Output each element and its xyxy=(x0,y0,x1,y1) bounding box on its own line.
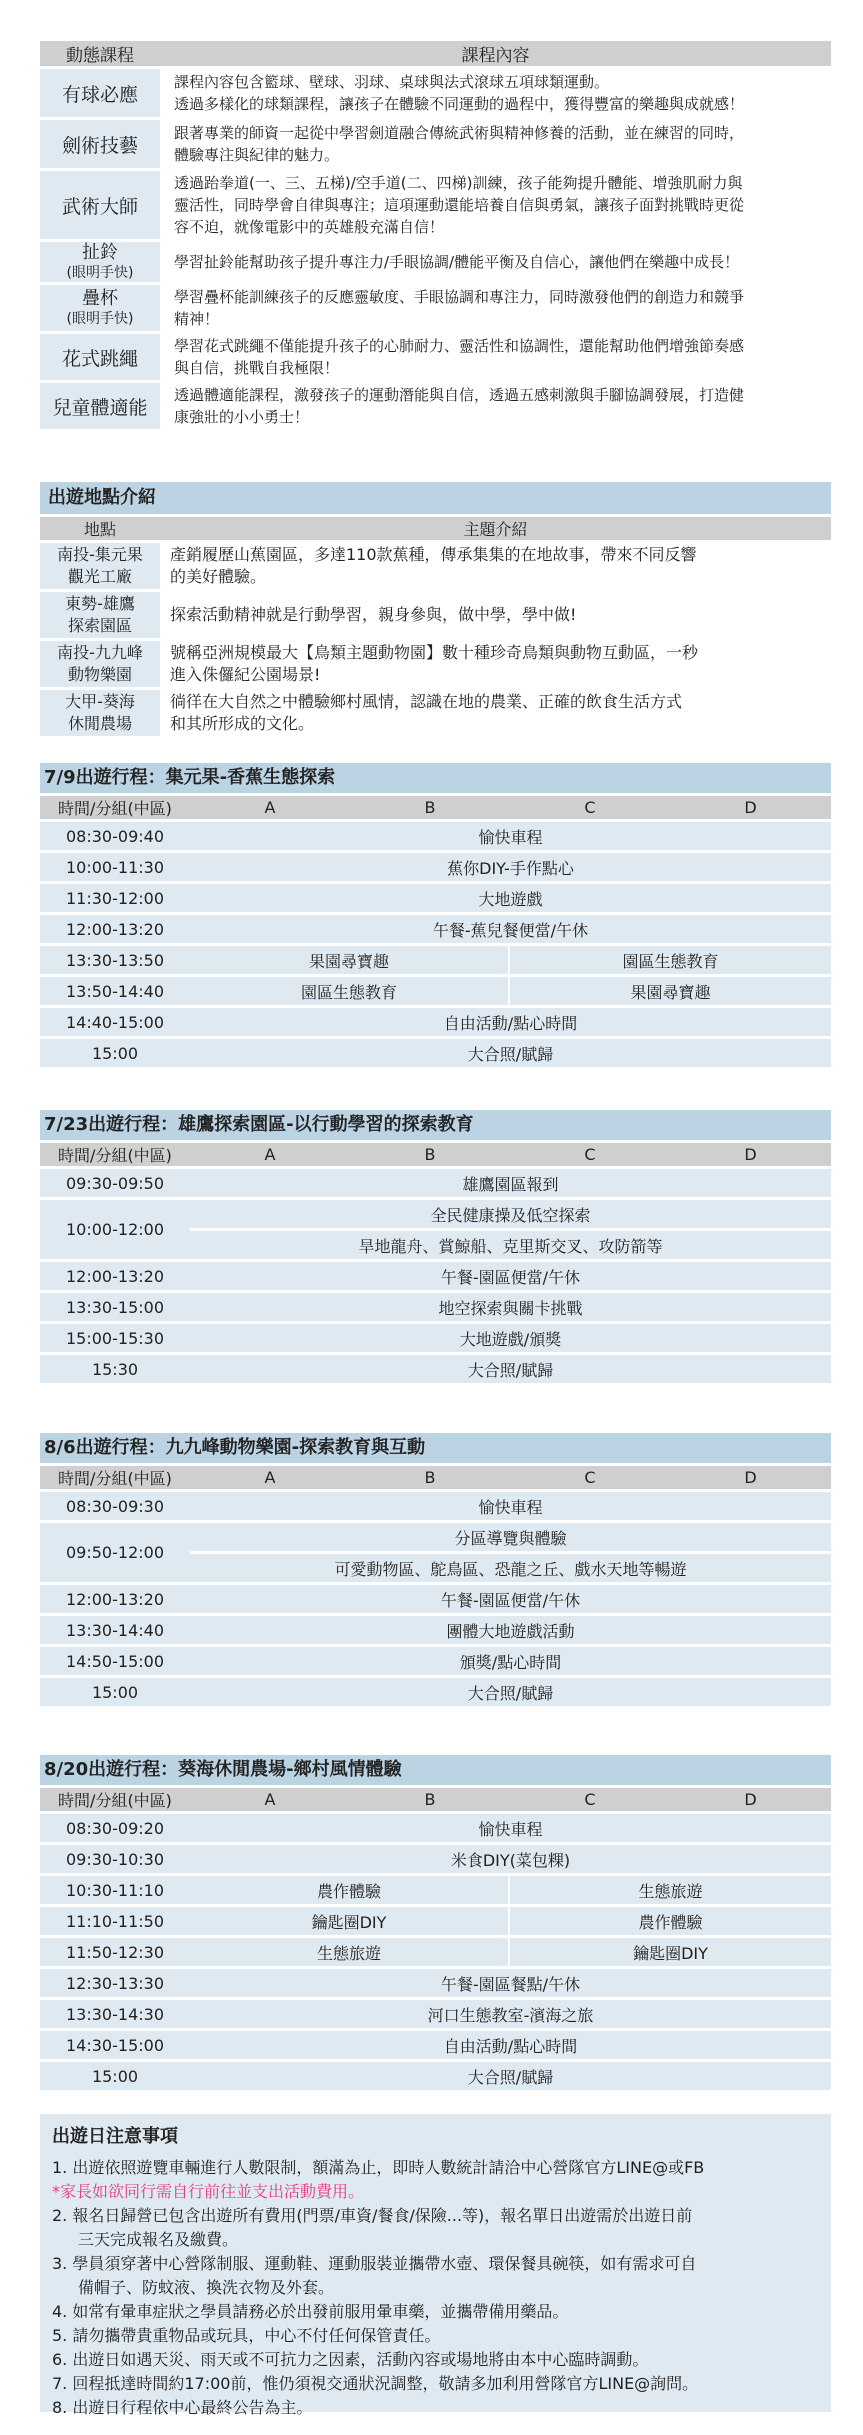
course-name-cell xyxy=(40,242,160,282)
location-desc-line: 探索活動精神就是行動學習，親身參與，做中學，學中做! xyxy=(170,605,577,624)
course-header-content: 課程內容 xyxy=(160,41,831,66)
schedule-header-group: D xyxy=(670,1788,831,1811)
schedule-activity: 自由活動/點心時間 xyxy=(190,1008,831,1036)
course-desc-line: 與自信，挑戰自我極限！ xyxy=(174,359,340,377)
schedule-time: 09:30-10:30 xyxy=(40,1845,190,1873)
schedule-row xyxy=(40,1200,831,1228)
course-name: 劍術技藝 xyxy=(61,134,138,157)
note-item: 7. 回程抵達時間約17:00前，惟仍須視交通狀況調整，敬請多加利用營隊官方LINE@詢問。 xyxy=(52,2374,699,2393)
course-desc-cell xyxy=(160,383,831,429)
location-name-cell xyxy=(40,592,160,638)
location-desc-line: 產銷履歷山蕉園區，多達110款蕉種，傳承集集的在地故事，帶來不同反響 xyxy=(170,545,697,564)
course-desc-line: 體驗專注與紀律的魅力。 xyxy=(174,146,340,164)
location-desc-cell xyxy=(160,690,831,736)
schedule-header-time: 時間/分組(中區) xyxy=(40,1466,190,1489)
course-row xyxy=(40,171,831,239)
course-name: 疊杯 xyxy=(82,288,118,309)
location-name-line: 大甲-葵海 xyxy=(65,692,135,711)
schedule-row xyxy=(40,1039,831,1067)
schedule-activity-detail: 旱地龍舟、賞鯨船、克里斯交叉、攻防箭等 xyxy=(190,1231,831,1259)
schedule-time: 08:30-09:30 xyxy=(40,1492,190,1520)
schedule-row xyxy=(40,1523,831,1551)
schedule-activity-ab: 園區生態教育 xyxy=(190,977,510,1005)
schedule-time: 14:30-15:00 xyxy=(40,2031,190,2059)
course-name-sub: (眼明手快) xyxy=(66,265,134,281)
schedule-row xyxy=(40,1938,831,1966)
course-desc-line: 透過跆拳道(一、三、五梯)/空手道(二、四梯)訓練，孩子能夠提升體能、增強肌耐力與 xyxy=(174,174,743,192)
course-name: 有球必應 xyxy=(61,83,138,106)
location-desc-line: 進入侏儸紀公園場景! xyxy=(170,665,321,684)
schedule-table xyxy=(40,1785,831,2093)
schedule-row xyxy=(40,853,831,881)
course-header-category: 動態課程 xyxy=(40,41,160,66)
location-row xyxy=(40,690,831,736)
schedule-time: 15:00 xyxy=(40,1678,190,1706)
schedule-header-group: A xyxy=(190,796,350,819)
schedule-header xyxy=(40,796,831,819)
schedule-time: 12:00-13:20 xyxy=(40,915,190,943)
location-desc-line: 和其所形成的文化。 xyxy=(170,714,315,733)
course-desc-cell xyxy=(160,120,831,168)
course-desc-line: 學習疊杯能訓練孩子的反應靈敏度、手眼協調和專注力，同時激發他們的創造力和競爭 xyxy=(174,288,745,306)
location-header-place: 地點 xyxy=(40,517,160,540)
location-name-cell xyxy=(40,641,160,687)
schedule-activity: 大地遊戲/頒獎 xyxy=(190,1324,831,1352)
schedule-header-group: C xyxy=(510,1143,670,1166)
schedule-header-group: D xyxy=(670,796,831,819)
schedule-row xyxy=(40,1262,831,1290)
note-item: 3. 學員須穿著中心營隊制服、運動鞋、運動服裝並攜帶水壺、環保餐具碗筷，如有需求可自 xyxy=(52,2254,697,2273)
day-title: 8/6出遊行程：九九峰動物樂園-探索教育與互動 xyxy=(40,1433,831,1463)
schedule-activity: 頒獎/點心時間 xyxy=(190,1647,831,1675)
schedule-header-group: C xyxy=(510,796,670,819)
schedule-row xyxy=(40,1169,831,1197)
location-name-line: 觀光工廠 xyxy=(67,567,132,586)
note-item: 4. 如常有暈車症狀之學員請務必於出發前服用暈車藥，並攜帶備用藥品。 xyxy=(52,2302,569,2321)
schedule-time: 13:30-13:50 xyxy=(40,946,190,974)
schedule-activity: 蕉你DIY-手作點心 xyxy=(190,853,831,881)
schedule-header-group: D xyxy=(670,1143,831,1166)
schedule-activity: 愉快車程 xyxy=(190,1492,831,1520)
schedule-row xyxy=(40,1647,831,1675)
schedule-header xyxy=(40,1143,831,1166)
course-row xyxy=(40,334,831,380)
schedule-row xyxy=(40,977,831,1005)
schedule-time: 10:00-12:00 xyxy=(40,1200,190,1259)
course-name-cell xyxy=(40,120,160,168)
schedule-row xyxy=(40,1876,831,1904)
location-name-line: 動物樂園 xyxy=(67,665,132,684)
location-name-line: 休閒農場 xyxy=(67,714,132,733)
schedule-header-group: B xyxy=(350,796,510,819)
schedule-header-group: A xyxy=(190,1788,350,1811)
schedule-activity: 大合照/賦歸 xyxy=(190,1678,831,1706)
note-item: 5. 請勿攜帶貴重物品或玩具，中心不付任何保管責任。 xyxy=(52,2326,441,2345)
course-desc-line: 跟著專業的師資一起從中學習劍道融合傳統武術與精神修養的活動，並在練習的同時， xyxy=(174,124,745,142)
note-item: *家長如欲同行需自行前往並支出活動費用。 xyxy=(52,2182,365,2201)
schedule-row xyxy=(40,1969,831,1997)
schedule-row xyxy=(40,1616,831,1644)
location-desc-cell xyxy=(160,641,831,687)
schedule-row xyxy=(40,2000,831,2028)
schedule-row xyxy=(40,1678,831,1706)
location-desc-cell xyxy=(160,592,831,638)
schedule-activity: 雄鷹園區報到 xyxy=(190,1169,831,1197)
schedule-row xyxy=(40,1324,831,1352)
schedule-time: 13:30-14:40 xyxy=(40,1616,190,1644)
course-row xyxy=(40,69,831,117)
schedule-time: 15:00 xyxy=(40,1039,190,1067)
schedule-activity-ab: 鑰匙圈DIY xyxy=(190,1907,510,1935)
day-title: 8/20出遊行程：葵海休閒農場-鄉村風情體驗 xyxy=(40,1755,831,1785)
note-item: 2. 報名日歸營已包含出遊所有費用(門票/車資/餐食/保險...等)，報名單日出遊需於出遊日前 xyxy=(52,2206,693,2225)
locations-title: 出遊地點介紹 xyxy=(40,482,831,514)
schedule-activity: 分區導覽與體驗 xyxy=(190,1523,831,1551)
location-name-line: 南投-九九峰 xyxy=(57,643,143,662)
schedule-activity: 大合照/賦歸 xyxy=(190,2062,831,2090)
schedule-row xyxy=(40,884,831,912)
location-row xyxy=(40,592,831,638)
schedule-activity-detail: 可愛動物區、鴕鳥區、恐龍之丘、戲水天地等暢遊 xyxy=(190,1554,831,1582)
day-title: 7/9出遊行程：集元果-香蕉生態探索 xyxy=(40,763,831,793)
location-name-cell xyxy=(40,690,160,736)
schedule-activity: 自由活動/點心時間 xyxy=(190,2031,831,2059)
schedule-header-time: 時間/分組(中區) xyxy=(40,1788,190,1811)
schedule-time: 10:00-11:30 xyxy=(40,853,190,881)
course-name-sub: (眼明手快) xyxy=(66,311,134,327)
course-desc-cell xyxy=(160,171,831,239)
course-row xyxy=(40,242,831,282)
course-desc-line: 學習扯鈴能幫助孩子提升專注力/手眼協調/體能平衡及自信心，讓他們在樂趣中成長！ xyxy=(174,253,740,271)
schedule-header xyxy=(40,1466,831,1489)
location-table xyxy=(40,514,831,739)
schedule-time: 10:30-11:10 xyxy=(40,1876,190,1904)
schedule-activity: 午餐-園區餐點/午休 xyxy=(190,1969,831,1997)
schedule-row xyxy=(40,1492,831,1520)
notes-section xyxy=(40,2114,831,2417)
schedule-activity: 愉快車程 xyxy=(190,822,831,850)
schedule-activity: 午餐-蕉兒餐便當/午休 xyxy=(190,915,831,943)
schedule-row xyxy=(40,1293,831,1321)
schedule-activity-ab: 果園尋寶趣 xyxy=(190,946,510,974)
schedule-header xyxy=(40,1788,831,1811)
schedule-header-group: B xyxy=(350,1143,510,1166)
course-name: 花式跳繩 xyxy=(61,347,138,370)
note-item: 1. 出遊依照遊覽車輛進行人數限制，額滿為止，即時人數統計請洽中心營隊官方LINE@或FB xyxy=(52,2158,705,2177)
schedule-time: 11:50-12:30 xyxy=(40,1938,190,1966)
course-desc-cell xyxy=(160,69,831,117)
course-desc-line: 容不迫，就像電影中的英雄般充滿自信！ xyxy=(174,218,445,236)
course-desc-line: 學習花式跳繩不僅能提升孩子的心肺耐力、靈活性和協調性，還能幫助他們增強節奏感 xyxy=(174,337,745,355)
course-table-header xyxy=(40,41,831,66)
day-title: 7/23出遊行程：雄鷹探索園區-以行動學習的探索教育 xyxy=(40,1110,831,1140)
schedule-row xyxy=(40,1814,831,1842)
note-item: 6. 出遊日如遇天災、雨天或不可抗力之因素，活動內容或場地將由本中心臨時調動。 xyxy=(52,2350,649,2369)
location-header-theme: 主題介紹 xyxy=(160,517,831,540)
schedule-header-group: A xyxy=(190,1466,350,1489)
course-desc-cell xyxy=(160,285,831,331)
schedule-table xyxy=(40,793,831,1070)
schedule-activity: 米食DIY(菜包粿) xyxy=(190,1845,831,1873)
schedule-table xyxy=(40,1140,831,1386)
schedule-time: 14:50-15:00 xyxy=(40,1647,190,1675)
schedule-activity: 大合照/賦歸 xyxy=(190,1039,831,1067)
schedule-activity-cd: 鑰匙圈DIY xyxy=(510,1938,831,1966)
schedule-header-group: C xyxy=(510,1466,670,1489)
note-item: 三天完成報名及繳費。 xyxy=(78,2230,239,2249)
schedule-activity-ab: 生態旅遊 xyxy=(190,1938,510,1966)
location-table-header xyxy=(40,517,831,540)
course-desc-line: 透過體適能課程，激發孩子的運動潛能與自信，透過五感刺激與手腳協調發展，打造健 xyxy=(174,386,745,404)
schedule-time: 13:30-14:30 xyxy=(40,2000,190,2028)
note-item: 8. 出遊日行程依中心最終公告為主。 xyxy=(52,2398,313,2417)
schedule-activity: 河口生態教室-濱海之旅 xyxy=(190,2000,831,2028)
schedule-activity-cd: 果園尋寶趣 xyxy=(510,977,831,1005)
schedule-time: 08:30-09:40 xyxy=(40,822,190,850)
schedule-header-group: B xyxy=(350,1466,510,1489)
schedule-time: 09:30-09:50 xyxy=(40,1169,190,1197)
schedule-time: 12:00-13:20 xyxy=(40,1585,190,1613)
course-name-cell xyxy=(40,171,160,239)
location-name-cell xyxy=(40,543,160,589)
schedule-time: 13:50-14:40 xyxy=(40,977,190,1005)
course-row xyxy=(40,120,831,168)
notes-list xyxy=(52,2156,817,2420)
course-row xyxy=(40,383,831,429)
course-name: 扯鈴 xyxy=(82,242,118,263)
schedule-time: 13:30-15:00 xyxy=(40,1293,190,1321)
schedule-header-group: B xyxy=(350,1788,510,1811)
course-name-cell xyxy=(40,285,160,331)
schedule-row xyxy=(40,1008,831,1036)
location-desc-line: 的美好體驗。 xyxy=(170,567,267,586)
course-table xyxy=(40,38,831,432)
course-name-cell xyxy=(40,69,160,117)
course-name: 兒童體適能 xyxy=(52,396,148,419)
course-name: 武術大師 xyxy=(61,195,138,218)
schedule-time: 12:30-13:30 xyxy=(40,1969,190,1997)
schedule-activity: 午餐-園區便當/午休 xyxy=(190,1585,831,1613)
course-desc-line: 透過多樣化的球類課程，讓孩子在體驗不同運動的過程中，獲得豐富的樂趣與成就感！ xyxy=(174,95,745,113)
schedule-row xyxy=(40,1907,831,1935)
course-desc-line: 精神！ xyxy=(174,310,220,328)
schedule-row xyxy=(40,2062,831,2090)
schedule-row xyxy=(40,2031,831,2059)
schedule-activity: 大地遊戲 xyxy=(190,884,831,912)
location-desc-line: 徜徉在大自然之中體驗鄉村風情，認識在地的農業、正確的飲食生活方式 xyxy=(170,692,683,711)
location-row xyxy=(40,641,831,687)
schedule-row xyxy=(40,822,831,850)
schedule-time: 15:30 xyxy=(40,1355,190,1383)
schedule-row xyxy=(40,1845,831,1873)
schedule-activity: 地空探索與關卡挑戰 xyxy=(190,1293,831,1321)
schedule-activity-cd: 農作體驗 xyxy=(510,1907,831,1935)
course-desc-cell xyxy=(160,334,831,380)
course-desc-line: 康強壯的小小勇士！ xyxy=(174,408,310,426)
location-name-line: 探索園區 xyxy=(67,616,132,635)
location-name-line: 南投-集元果 xyxy=(57,545,143,564)
schedule-time: 11:10-11:50 xyxy=(40,1907,190,1935)
notes-title: 出遊日注意事項 xyxy=(52,2126,178,2147)
schedule-time: 11:30-12:00 xyxy=(40,884,190,912)
location-desc-cell xyxy=(160,543,831,589)
schedule-activity: 團體大地遊戲活動 xyxy=(190,1616,831,1644)
schedule-time: 15:00-15:30 xyxy=(40,1324,190,1352)
schedule-header-time: 時間/分組(中區) xyxy=(40,1143,190,1166)
course-name-cell xyxy=(40,383,160,429)
location-row xyxy=(40,543,831,589)
schedule-header-group: C xyxy=(510,1788,670,1811)
schedule-activity: 午餐-園區便當/午休 xyxy=(190,1262,831,1290)
schedule-activity: 大合照/賦歸 xyxy=(190,1355,831,1383)
schedule-row xyxy=(40,915,831,943)
schedule-time: 09:50-12:00 xyxy=(40,1523,190,1582)
schedule-time: 12:00-13:20 xyxy=(40,1262,190,1290)
schedule-activity-cd: 園區生態教育 xyxy=(510,946,831,974)
schedule-activity: 全民健康操及低空探索 xyxy=(190,1200,831,1228)
course-desc-cell xyxy=(160,242,831,282)
schedule-time: 08:30-09:20 xyxy=(40,1814,190,1842)
schedule-table xyxy=(40,1463,831,1709)
schedule-time: 15:00 xyxy=(40,2062,190,2090)
location-name-line: 東勢-雄鷹 xyxy=(65,594,135,613)
schedule-time: 14:40-15:00 xyxy=(40,1008,190,1036)
course-name-cell xyxy=(40,334,160,380)
schedule-activity-ab: 農作體驗 xyxy=(190,1876,510,1904)
schedule-activity-cd: 生態旅遊 xyxy=(510,1876,831,1904)
course-desc-line: 課程內容包含籃球、壁球、羽球、桌球與法式滾球五項球類運動。 xyxy=(174,73,610,91)
schedule-activity: 愉快車程 xyxy=(190,1814,831,1842)
schedule-row xyxy=(40,946,831,974)
location-desc-line: 號稱亞洲規模最大【鳥類主題動物園】數十種珍奇鳥類與動物互動區，一秒 xyxy=(170,643,699,662)
schedule-row xyxy=(40,1355,831,1383)
note-item: 備帽子、防蚊液、換洗衣物及外套。 xyxy=(78,2278,335,2297)
course-row xyxy=(40,285,831,331)
schedule-header-group: D xyxy=(670,1466,831,1489)
schedule-header-time: 時間/分組(中區) xyxy=(40,796,190,819)
schedule-row xyxy=(40,1585,831,1613)
schedule-header-group: A xyxy=(190,1143,350,1166)
course-desc-line: 靈活性，同時學會自律與專注；這項運動還能培養自信與勇氣，讓孩子面對挑戰時更從 xyxy=(174,196,745,214)
